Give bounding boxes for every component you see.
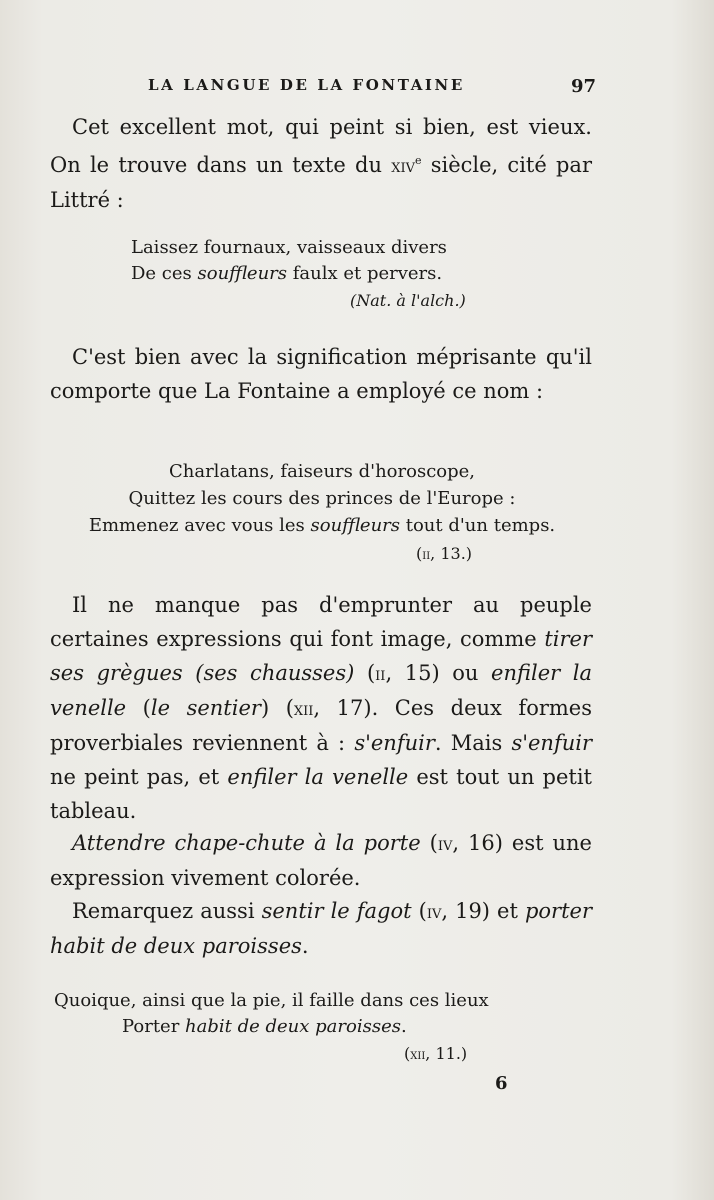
paragraph-4: Attendre chape-chute à la porte (iv, 16) est une expression vivement colorée. bbox=[50, 831, 592, 890]
quote-2 bbox=[62, 458, 582, 539]
quote-3 bbox=[54, 988, 489, 1040]
quote-1 bbox=[131, 235, 447, 287]
quote-3-line-1: Quoique, ainsi que la pie, il faille dans ces lieux bbox=[54, 990, 489, 1011]
quote-3-line-2: Porter habit de deux paroisses. bbox=[122, 1016, 407, 1037]
quote-2-line-2: Quittez les cours des princes de l'Europe : bbox=[128, 488, 516, 509]
century-numeral: xiv bbox=[391, 155, 415, 177]
paragraph-2: C'est bien avec la signification méprisante qu'il comporte que La Fontaine a employé ce nom : bbox=[50, 345, 592, 403]
page-number: 97 bbox=[571, 76, 597, 97]
quote-1-line-2: De ces souffleurs faulx et pervers. bbox=[131, 263, 443, 284]
running-head: LA LANGUE DE LA FONTAINE bbox=[148, 76, 465, 94]
quote-1-line-1: Laissez fournaux, vaisseaux divers bbox=[131, 237, 447, 258]
quote-2-line-1: Charlatans, faiseurs d'horoscope, bbox=[168, 461, 476, 482]
quote-3-source: (xii, 11.) bbox=[404, 1044, 468, 1063]
paragraph-3: Il ne manque pas d'emprunter au peuple certaines expressions qui font image, comme tirer ses grègues (ses chausses) (ii, 15) ou enfiler la venelle (le sentier) (xii, 17). Ces deux formes proverbiales reviennent à : s'enfuir. Mais s'enfuir ne peint pas, et enfiler la venelle est tout un petit tableau. bbox=[50, 593, 593, 823]
quote-1-source: (Nat. à l'alch.) bbox=[350, 291, 466, 310]
paragraph-5: Remarquez aussi sentir le fagot (iv, 19) et porter habit de deux paroisses. bbox=[50, 899, 592, 958]
signature-mark: 6 bbox=[495, 1073, 508, 1094]
quote-2-line-3: Emmenez avec vous les souffleurs tout d'un temps. bbox=[88, 515, 556, 536]
paragraph-1: Cet excellent mot, qui peint si bien, est vieux. On le trouve dans un texte du xiv$^e$ siècle, cité par Littré : bbox=[50, 115, 592, 212]
page-header bbox=[0, 74, 714, 104]
quote-2-source: (ii, 13.) bbox=[416, 544, 473, 563]
